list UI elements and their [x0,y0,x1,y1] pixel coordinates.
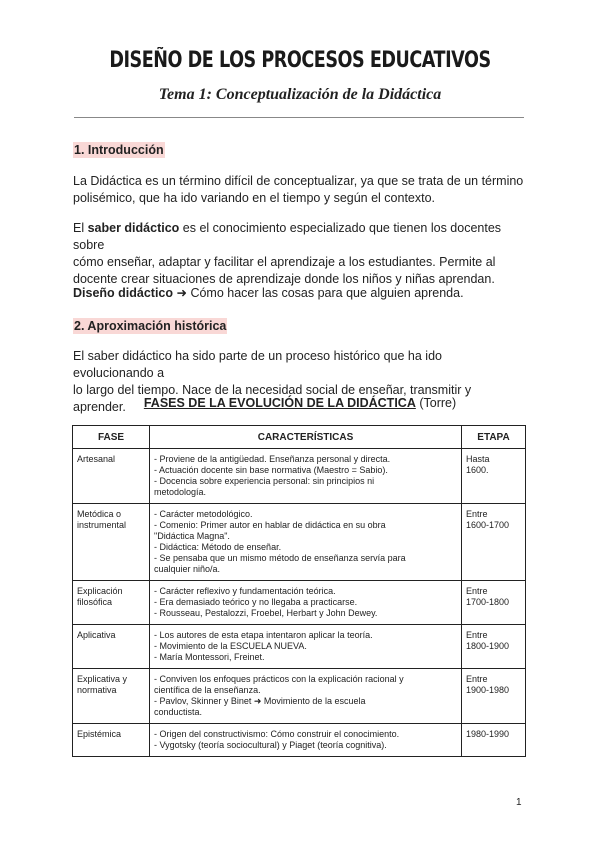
cell-line: - Didáctica: Método de enseñar. [154,542,282,552]
cell-line: normativa [77,685,117,695]
cell-line: Entre [466,586,488,596]
cell-line: - Comenio: Primer autor en hablar de didáctica en su obra [154,520,386,530]
table-header-row [73,426,526,449]
cell-line: - María Montessori, Freinet. [154,652,265,662]
phases-table [72,425,526,757]
cell-line: - Origen del constructivismo: Cómo construir el conocimiento. [154,729,400,739]
document-subtitle: Tema 1: Conceptualización de la Didáctica [158,86,442,103]
title-divider [74,117,524,118]
text-run: es el conocimiento especializado que tienen los docentes sobre [73,221,502,252]
cell-line: Explicación [77,586,123,596]
bold-term: saber didáctico [87,221,180,235]
cell-caracteristicas [150,724,462,757]
cell-fase [73,724,150,757]
cell-caracteristicas [150,625,462,669]
cell-fase [73,504,150,581]
section-heading-historica: 2. Aproximación histórica [74,319,227,333]
text-run: ➜ Cómo hacer las cosas para que alguien aprenda. [173,286,464,300]
section-heading-introduccion: 1. Introducción [74,143,164,157]
cell-line: 1800-1900 [466,641,510,651]
cell-caracteristicas [150,669,462,724]
cell-etapa [462,449,526,504]
table-row [73,581,526,625]
cell-line: Artesanal [77,454,116,464]
cell-line: - Pavlov, Skinner y Binet ➜ Movimiento de la escuela [154,696,366,706]
cell-line: Aplicativa [77,630,116,640]
cell-line: 1700-1800 [466,597,510,607]
cell-line: 1600-1700 [466,520,510,530]
cell-etapa [462,581,526,625]
cell-line: - Proviene de la antigüedad. Enseñanza personal y directa. [154,454,391,464]
text-line: polisémico, que ha ido variando en el tiempo y según el contexto. [73,191,436,205]
cell-line: - Los autores de esta etapa intentaron aplicar la teoría. [154,630,373,640]
cell-fase [73,625,150,669]
cell-line: - Conviven los enfoques prácticos con la explicación racional y [154,674,404,684]
cell-etapa [462,625,526,669]
cell-line: - Era demasiado teórico y no llegaba a practicarse. [154,597,358,607]
table-row [73,625,526,669]
cell-etapa [462,724,526,757]
table-title-text: FASES DE LA EVOLUCIÓN DE LA DIDÁCTICA [143,396,416,410]
cell-fase [73,669,150,724]
cell-line: conductista. [154,707,203,717]
cell-line: 1600. [466,465,489,475]
table-row [73,504,526,581]
cell-line: - Carácter reflexivo y fundamentación teórica. [154,586,336,596]
cell-fase [73,449,150,504]
cell-line: - Actuación docente sin base normativa (Maestro = Sabio). [154,465,388,475]
cell-etapa [462,504,526,581]
bold-term: Diseño didáctico [73,286,174,300]
cell-line: Entre [466,674,488,684]
table-title-note: (Torre) [415,396,457,410]
cell-fase [73,581,150,625]
text-line: cómo enseñar, adaptar y facilitar el aprendizaje a los estudiantes. Permite al [73,255,496,269]
cell-line: metodología. [154,487,207,497]
cell-line: - Docencia sobre experiencia personal: sin principios ni [154,476,375,486]
cell-line: "Didáctica Magna". [154,531,230,541]
cell-line: Hasta [466,454,490,464]
table-title [0,396,600,410]
text-line: El saber didáctico ha sido parte de un proceso histórico que ha ido evolucionando a [73,349,442,380]
cell-etapa [462,669,526,724]
cell-line: Explicativa y [77,674,128,684]
cell-line: cualquier niño/a. [154,564,221,574]
intro-paragraph-3 [73,285,525,302]
cell-line: - Movimiento de la ESCUELA NUEVA. [154,641,307,651]
cell-line: - Vygotsky (teoría sociocultural) y Piaget (teoría cognitiva). [154,740,387,750]
text-line [73,220,525,254]
cell-line: Entre [466,509,488,519]
cell-caracteristicas [150,504,462,581]
text-line [73,285,525,302]
cell-caracteristicas [150,581,462,625]
cell-line: - Rousseau, Pestalozzi, Froebel, Herbart y John Dewey. [154,608,378,618]
table-row [73,724,526,757]
intro-paragraph-1 [73,173,525,207]
cell-line: filosófica [77,597,113,607]
table-row [73,449,526,504]
cell-line: Metódica o [77,509,122,519]
table-body [73,449,526,757]
cell-line: - Se pensaba que un mismo método de enseñanza servía para [154,553,406,563]
text-run: El [73,221,88,235]
column-header-caracteristicas: CARACTERÍSTICAS [150,426,462,449]
text-line: lo largo del tiempo. Nace de la necesidad social de enseñar, transmitir y aprender. [73,383,472,414]
table-row [73,669,526,724]
document-title: DISEÑO DE LOS PROCESOS EDUCATIVOS [109,48,491,73]
cell-line: 1900-1980 [466,685,510,695]
column-header-etapa: ETAPA [462,426,526,449]
cell-line: instrumental [77,520,127,530]
page-number: 1 [516,797,522,808]
cell-line: Entre [466,630,488,640]
text-line: La Didáctica es un término difícil de conceptualizar, ya que se trata de un término [73,174,524,188]
text-line: docente crear situaciones de aprendizaje donde los niños y niñas aprendan. [73,272,495,286]
column-header-fase: FASE [73,426,150,449]
cell-line: Epistémica [77,729,122,739]
cell-line: 1980-1990 [466,729,510,739]
cell-line: científica de la enseñanza. [154,685,261,695]
cell-line: - Carácter metodológico. [154,509,253,519]
intro-paragraph-2 [73,220,525,288]
cell-caracteristicas [150,449,462,504]
